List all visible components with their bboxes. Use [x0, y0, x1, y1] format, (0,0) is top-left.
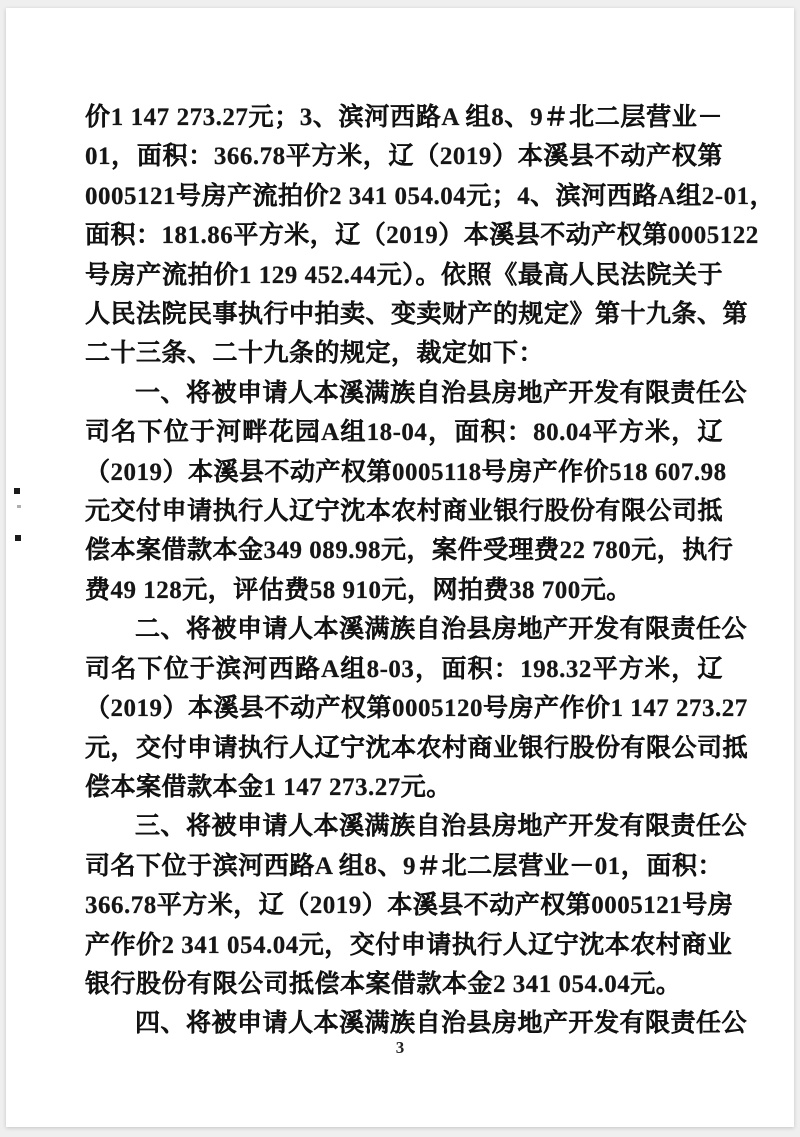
text-line: 价1 147 273.27元；3、滨河西路A 组8、9＃北二层营业－: [85, 104, 723, 131]
text-line: 四、将被申请人本溪满族自治县房地产开发有限责任公: [135, 1010, 748, 1038]
text-line: 二、将被申请人本溪满族自治县房地产开发有限责任公: [135, 616, 748, 644]
text-line: 号房产流拍价1 129 452.44元）。依照《最高人民法院关于: [85, 261, 723, 289]
text-line: 司名下位于滨河西路A组8-03，面积：198.32平方米，辽: [85, 655, 723, 683]
text-line: 三、将被申请人本溪满族自治县房地产开发有限责任公: [135, 813, 748, 841]
document-body-text: [85, 98, 776, 1044]
scan-artifact-dot: [17, 505, 21, 508]
text-line: （2019）本溪县不动产权第0005118号房产作价518 607.98: [85, 458, 727, 486]
text-line: 费49 128元，评估费58 910元，网拍费38 700元。: [85, 576, 632, 604]
text-line: 偿本案借款本金349 089.98元，案件受理费22 780元，执行: [85, 537, 734, 565]
text-line: 01，面积：366.78平方米，辽（2019）本溪县不动产权第: [85, 143, 723, 171]
scan-artifact-dot: [14, 488, 20, 494]
page-number: 3: [395, 1038, 405, 1057]
text-line: 产作价2 341 054.04元，交付申请执行人辽宁沈本农村商业: [85, 931, 733, 959]
text-line: 一、将被申请人本溪满族自治县房地产开发有限责任公: [135, 379, 748, 407]
text-line: 元，交付申请执行人辽宁沈本农村商业银行股份有限公司抵: [85, 734, 749, 762]
text-line: （2019）本溪县不动产权第0005120号房产作价1 147 273.27: [85, 695, 748, 723]
text-line: 二十三条、二十九条的规定，裁定如下：: [85, 340, 545, 368]
scan-artifact-dot: [15, 535, 21, 541]
text-line: 司名下位于滨河西路A 组8、9＃北二层营业－01，面积：: [85, 852, 723, 880]
text-line: 人民法院民事执行中拍卖、变卖财产的规定》第十九条、第: [85, 301, 749, 329]
text-line: 0005121号房产流拍价2 341 054.04元；4、滨河西路A组2-01，: [85, 182, 776, 210]
text-line: 元交付申请执行人辽宁沈本农村商业银行股份有限公司抵: [85, 498, 723, 526]
text-line: 366.78平方米，辽（2019）本溪县不动产权第0005121号房: [85, 892, 734, 920]
text-line: 司名下位于河畔花园A组18-04，面积：80.04平方米，辽: [85, 419, 723, 447]
text-line: 面积：181.86平方米，辽（2019）本溪县不动产权第0005122: [85, 222, 759, 250]
document-page: [6, 8, 794, 1127]
text-line: 银行股份有限公司抵偿本案借款本金2 341 054.04元。: [85, 970, 682, 998]
text-line: 偿本案借款本金1 147 273.27元。: [85, 773, 452, 801]
